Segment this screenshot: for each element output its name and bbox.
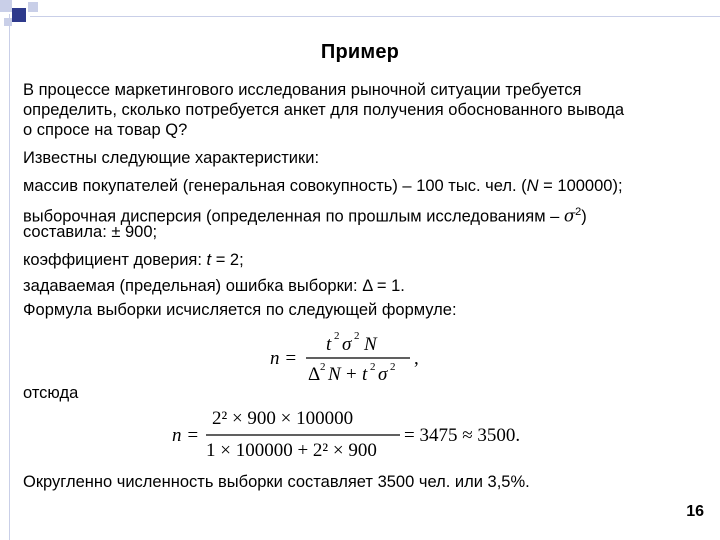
formula-intro: Формула выборки исчисляется по следующей формуле: xyxy=(23,301,457,319)
error-value: = 1. xyxy=(372,277,405,295)
text-line-2: определить, сколько потребуется анкет для получения обоснованного вывода xyxy=(23,101,625,119)
text-line-4: Известны следующие характеристики: xyxy=(23,149,320,167)
formula2-result: = 3475 ≈ 3500. xyxy=(404,425,521,446)
variance-close: ) xyxy=(581,207,587,226)
sigma-exponent: 2 xyxy=(575,206,582,218)
formula1-den-t: t xyxy=(362,364,368,385)
formula1-den-t-exp: 2 xyxy=(370,361,376,373)
corner-square-light-2 xyxy=(28,2,38,12)
sigma-symbol: σ xyxy=(563,206,576,226)
population-var: N xyxy=(526,177,539,195)
corner-square-light-3 xyxy=(4,18,12,26)
page-number: 16 xyxy=(686,503,704,520)
confidence-text: коэффициент доверия: xyxy=(23,251,207,269)
confidence-var: t xyxy=(206,251,212,269)
variance-text: выборочная дисперсия (определенная по прошлым исследованиям – xyxy=(23,207,564,226)
formula1-den-sigma: σ xyxy=(378,364,388,385)
text-line-1: В процессе маркетингового исследования рыночной ситуации требуется xyxy=(23,81,582,99)
formula2-denominator: 1 × 100000 + 2² × 900 xyxy=(206,440,377,461)
calculation-formula xyxy=(166,404,566,466)
slide-title: Пример xyxy=(320,41,400,63)
error-text: задаваемая (предельная) ошибка выборки: xyxy=(23,277,363,295)
formula1-den-plus: + xyxy=(346,364,357,385)
text-line-3: о спросе на товар Q? xyxy=(23,121,188,139)
formula1-tail: , xyxy=(414,348,419,369)
confidence-line xyxy=(23,250,244,270)
formula1-den-delta-exp: 2 xyxy=(320,361,326,373)
formula1-den-N: N xyxy=(328,364,341,385)
left-rule xyxy=(9,14,10,540)
corner-square-light xyxy=(0,0,12,12)
formula1-lhs: n = xyxy=(270,348,298,369)
formula1-den-delta: Δ xyxy=(308,364,321,385)
delta-symbol: Δ xyxy=(362,277,373,295)
formula2-lhs: n = xyxy=(172,425,200,446)
formula1-num-sigma-exp: 2 xyxy=(354,330,360,342)
population-text: массив покупателей (генеральная совокупность) – 100 тыс. чел. ( xyxy=(23,177,527,195)
top-rule xyxy=(30,16,720,17)
formula1-num-t: t xyxy=(326,334,332,355)
sample-size-formula xyxy=(264,324,434,390)
corner-decoration xyxy=(0,0,44,30)
conclusion-line: Округленно численность выборки составляет 3500 чел. или 3,5%. xyxy=(23,473,530,491)
formula2-numerator: 2² × 900 × 100000 xyxy=(212,408,354,429)
variance-value-line: составила: ± 900; xyxy=(23,223,158,241)
formula1-den-sigma-exp: 2 xyxy=(390,361,396,373)
error-line xyxy=(23,276,405,296)
formula1-num-N: N xyxy=(364,334,377,355)
population-line xyxy=(23,176,623,196)
population-value: = 100000); xyxy=(538,177,623,195)
formula1-num-sigma: σ xyxy=(342,334,352,355)
corner-square-dark xyxy=(12,8,26,22)
formula1-num-t-exp: 2 xyxy=(334,330,340,342)
confidence-value: = 2; xyxy=(211,251,244,269)
hence-label: отсюда xyxy=(23,384,79,402)
